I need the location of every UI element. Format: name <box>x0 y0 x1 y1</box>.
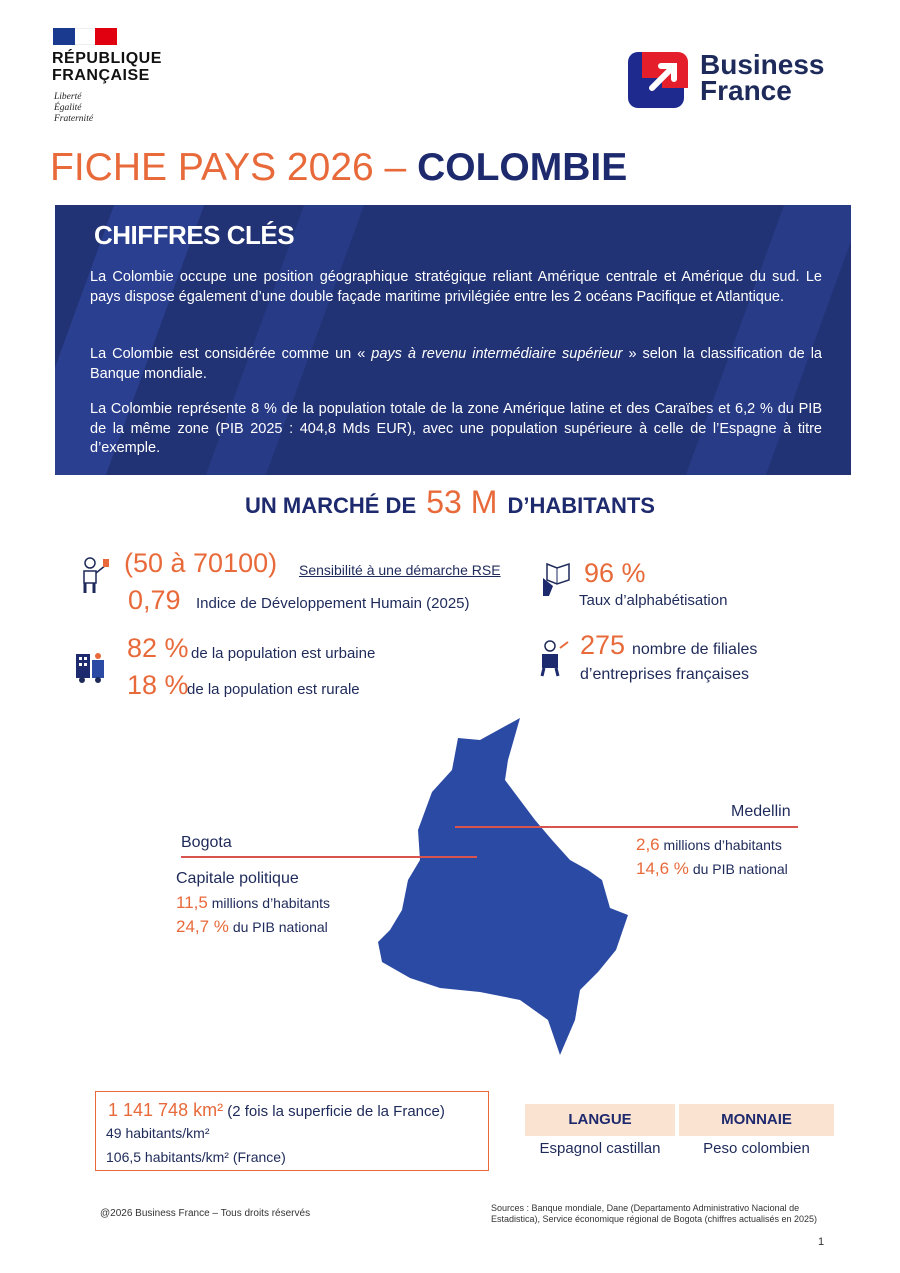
density: 49 habitants/km² <box>106 1125 210 1141</box>
page-number: 1 <box>818 1236 825 1248</box>
republique-francaise-title <box>52 50 162 84</box>
currency-value: Peso colombien <box>703 1140 810 1157</box>
business-person-icon <box>538 638 572 678</box>
motto-egalite: Égalité <box>54 103 82 113</box>
business-france-logo-icon <box>628 48 688 108</box>
key-figures-paragraph-2 <box>90 345 822 384</box>
bogota-role: Capitale politique <box>176 870 299 887</box>
market-heading-b: D’HABITANTS <box>507 493 655 518</box>
medellin-population <box>636 835 782 855</box>
idh-label: Indice de Développement Humain (2025) <box>196 595 470 612</box>
key-p2-emphasis: pays à revenu intermédiaire supérieur <box>371 346 623 362</box>
medellin-gdp-value: 14,6 % <box>636 859 689 878</box>
language-value: Espagnol castillan <box>539 1140 661 1157</box>
rural-value: 18 % <box>127 670 189 700</box>
bogota-pop-value: 11,5 <box>176 893 208 912</box>
rf-line-2: FRANÇAISE <box>52 67 150 84</box>
idh-value: 0,79 <box>128 585 181 615</box>
medellin-gdp <box>636 859 788 879</box>
area-line <box>108 1100 445 1121</box>
key-figures-paragraph-1: La Colombie occupe une position géographique stratégique reliant Amérique centrale et Amérique du sud. Le pays dispose également d’une double façade maritime privilégiée entre les 2 océans Pacifique et Atlantique. <box>90 269 822 305</box>
currency-header: MONNAIE <box>679 1104 834 1136</box>
key-p2-end: » selon la classification de la Banque mondiale. <box>90 346 822 382</box>
area-note: (2 fois la superficie de la France) <box>227 1103 445 1120</box>
urban-value: 82 % <box>127 633 189 663</box>
medellin-pop-value: 2,6 <box>636 835 660 854</box>
density-france: 106,5 habitants/km² (France) <box>106 1149 286 1165</box>
sources: Sources : Banque mondiale, Dane (Departamento Administrativo Nacional de Estadistica), Service économique régional de Bogota (chiffres actualisés en 2025) <box>491 1203 818 1224</box>
title-prefix: FICHE PAYS 2026 – <box>50 146 418 189</box>
medellin-pop-label: millions d’habitants <box>663 837 782 853</box>
rse-label-link[interactable]: Sensibilité à une démarche RSE <box>299 562 501 578</box>
business-france-wordmark <box>700 49 825 106</box>
bogota-gdp <box>176 917 328 937</box>
subsidiaries-label-2: d’entreprises françaises <box>580 666 749 683</box>
city-buildings-icon <box>74 648 108 688</box>
colombia-map <box>370 710 640 1065</box>
bogota-pointer-line <box>181 856 477 858</box>
rse-value: (50 à 70100) <box>124 548 278 578</box>
medellin-gdp-label: du PIB national <box>692 861 788 877</box>
key-figures-paragraph-3: La Colombie représente 8 % de la population totale de la zone Amérique latine et des Caraïbes et 6,2 % du PIB de la même zone (PIB 2025 : 404,8 Mds EUR), avec une population supérieure à celle de l’Espagne à titre d’exemple. <box>90 401 822 456</box>
motto-fraternite: Fraternité <box>54 114 94 124</box>
person-presenting-icon <box>78 555 112 595</box>
page-title <box>50 146 627 190</box>
open-book-reader-icon <box>539 560 573 600</box>
rural-label: de la population est rurale <box>187 681 360 698</box>
urban-label: de la population est urbaine <box>191 645 376 662</box>
bogota-gdp-value: 24,7 % <box>176 917 229 936</box>
bf-line-2: France <box>700 75 792 106</box>
key-p2-start: La Colombie est considérée comme un « <box>90 346 372 362</box>
medellin-name: Medellin <box>731 803 791 820</box>
bogota-population <box>176 893 330 913</box>
republique-motto <box>54 92 93 125</box>
market-population: 53 M <box>426 484 498 520</box>
copyright: @2026 Business France – Tous droits réservés <box>100 1208 311 1219</box>
subsidiaries-label-1: nombre de filiales <box>632 641 758 658</box>
subsidiaries-value: 275 <box>580 630 626 660</box>
bogota-gdp-label: du PIB national <box>232 919 328 935</box>
bogota-name: Bogota <box>181 834 232 851</box>
rf-line-1: RÉPUBLIQUE <box>52 50 162 67</box>
title-country: COLOMBIE <box>417 146 628 189</box>
bf-line-1: Business <box>700 49 825 80</box>
area-value: 1 141 748 km² <box>108 1100 224 1120</box>
literacy-value: 96 % <box>584 558 646 588</box>
market-heading-a: UN MARCHÉ DE <box>245 493 417 518</box>
market-heading <box>0 484 900 521</box>
motto-liberte: Liberté <box>54 92 82 102</box>
literacy-label: Taux d’alphabétisation <box>579 592 728 609</box>
medellin-pointer-line <box>455 826 798 828</box>
language-header: LANGUE <box>525 1104 675 1136</box>
key-figures-heading: CHIFFRES CLÉS <box>94 220 295 250</box>
republique-francaise-flag <box>53 28 117 45</box>
bogota-pop-label: millions d’habitants <box>211 895 331 911</box>
